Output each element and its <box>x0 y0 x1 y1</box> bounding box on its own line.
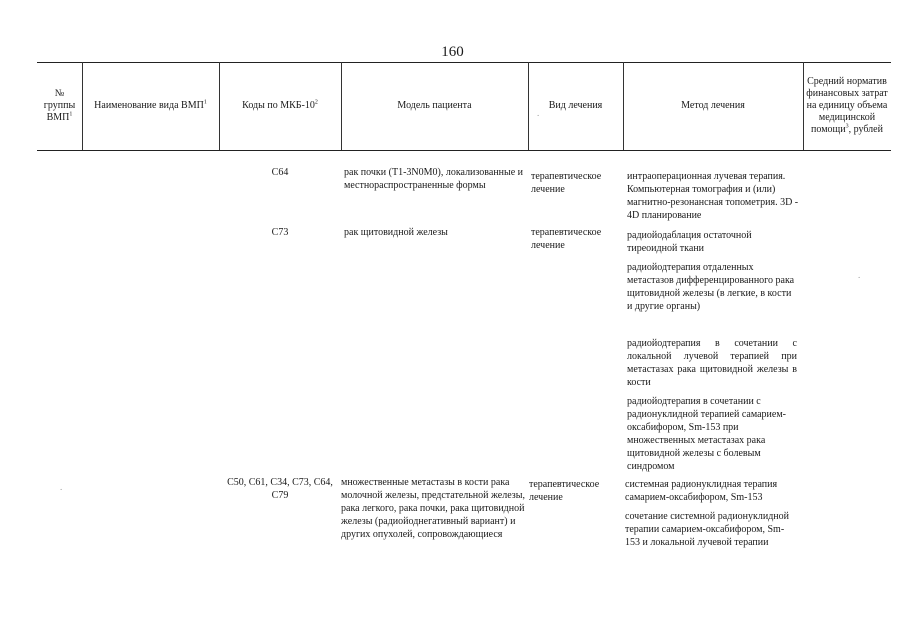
header-treatment-type <box>528 62 623 150</box>
header-text: № группы ВМП <box>43 88 76 123</box>
footnote-mark: 1 <box>203 99 207 106</box>
scan-speck: . <box>60 482 63 492</box>
scan-speck: . <box>537 108 540 118</box>
treatment-method-cell: радиойодтерапия в сочетании с локальной лучевой терапией при метастазах рака щитовидной железы в кости <box>627 338 797 388</box>
patient-model-cell: рак щитовидной железы <box>344 227 448 238</box>
footnote-mark: 3 <box>845 123 849 130</box>
icd-code-cell: C64 <box>271 167 289 178</box>
header-text: Метод лечения <box>681 100 745 111</box>
patient-model-cell: множественные метастазы в кости рака молочной железы, предстательной железы, рака легкого, рака почки, рака щитовидной железы (радиойоднегативный вариант) и других опухолей, сопровождающиеся <box>341 477 525 540</box>
treatment-method-cell: радиойодаблация остаточной тиреоидной ткани <box>627 230 752 254</box>
header-text: Вид лечения <box>548 100 603 111</box>
footnote-mark: 1 <box>69 111 73 118</box>
patient-model-cell: рак почки (T1-3N0M0), локализованные и местнораспространенные формы <box>344 167 524 191</box>
footnote-mark: 2 <box>314 99 318 106</box>
header-text: Модель пациента <box>397 100 472 111</box>
page-number: 160 <box>441 44 464 60</box>
treatment-method-cell: интраоперационная лучевая терапия. Компьютерная томография и (или) магнитно-резонансная топометрия. 3D - 4D планирование <box>627 171 799 221</box>
scan-speck: . <box>858 270 861 280</box>
header-text: Средний норматив финансовых затрат на единицу объема медицинской помощи <box>806 76 888 135</box>
treatment-method-cell: радиойодтерапия отдаленных метастазов дифференцированного рака щитовидной железы (в легкие, в кости и другие органы) <box>627 262 795 312</box>
header-bottom-rule <box>37 150 891 151</box>
header-text: Коды по МКБ-10 <box>242 100 315 111</box>
header-average-cost <box>803 62 891 150</box>
treatment-method-cell: системная радионуклидная терапия самарием-оксабифором, Sm-153 <box>625 479 778 503</box>
header-treatment-method <box>623 62 803 150</box>
header-text: , рублей <box>848 124 883 135</box>
header-icd-codes <box>219 62 341 150</box>
treatment-type-cell: терапевтическое лечение <box>531 171 602 195</box>
treatment-method-cell: сочетание системной радионуклидной терапии самарием-оксабифором, Sm-153 и локальной лучевой терапии <box>625 511 790 548</box>
icd-code-cell: C50, C61, C34, C73, C64, C79 <box>227 477 333 501</box>
treatment-type-cell: терапевтическое лечение <box>529 479 600 503</box>
treatment-method-cell: радиойодтерапия в сочетании с радионуклидной терапией самарием-оксабифором, Sm-153 при множественных метастазах рака щитовидной железы с болевым синдромом <box>627 396 786 472</box>
header-patient-model <box>341 62 528 150</box>
treatment-type-cell: терапевтическое лечение <box>531 227 602 251</box>
header-text: Наименование вида ВМП <box>94 100 204 111</box>
icd-code-cell: C73 <box>271 227 289 238</box>
header-group-number <box>37 62 82 150</box>
header-type-name <box>82 62 219 150</box>
